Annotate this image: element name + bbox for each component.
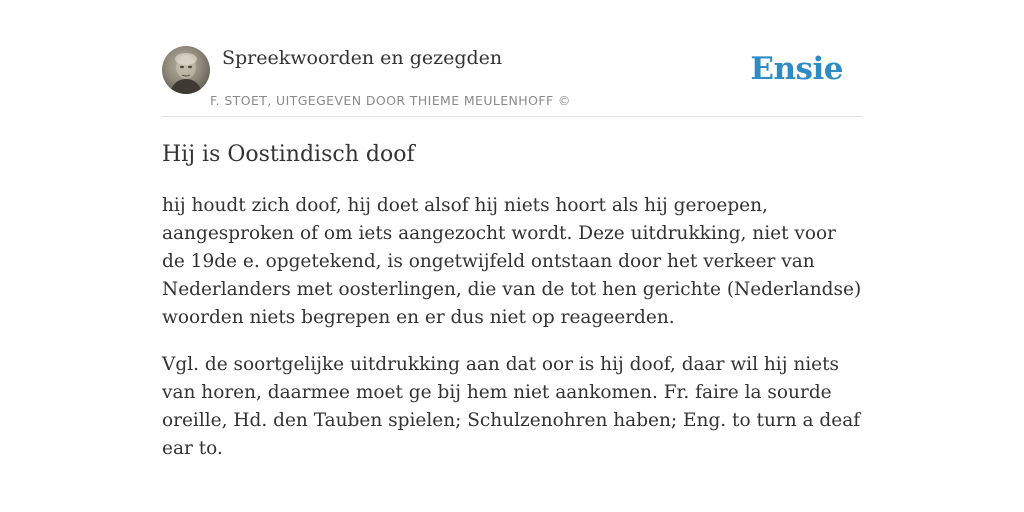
source-title[interactable]: Spreekwoorden en gezegden [222, 47, 503, 69]
author-avatar [162, 46, 210, 94]
source-header [162, 0, 862, 117]
definition-paragraph: hij houdt zich doof, hij doet alsof hij niets hoort als hij geroepen, aangesproken of om iets aangezocht wordt. Deze uitdrukking, niet voor de 19de e. opgetekend, is ongetwijfeld ontstaan door het verkeer van Nederlanders met oosterlingen, die van de tot hen gerichte (Nederlandse) woorden niets begrepen en er dus niet op reageerden. [162, 195, 862, 328]
source-credit: F. STOET, UITGEGEVEN DOOR THIEME MEULENHOFF © [210, 93, 571, 108]
brand-logo[interactable]: Ensie [750, 51, 843, 87]
entry-term: Hij is Oostindisch doof [162, 142, 415, 167]
entry-definition [162, 192, 862, 482]
definition-paragraph: Vgl. de soortgelijke uitdrukking aan dat oor is hij doof, daar wil hij niets van horen, daarmee moet ge bij hem niet aankomen. Fr. faire la sourde oreille, Hd. den Tauben spielen; Schulzenohren haben; Eng. to turn a deaf ear to. [162, 354, 861, 459]
